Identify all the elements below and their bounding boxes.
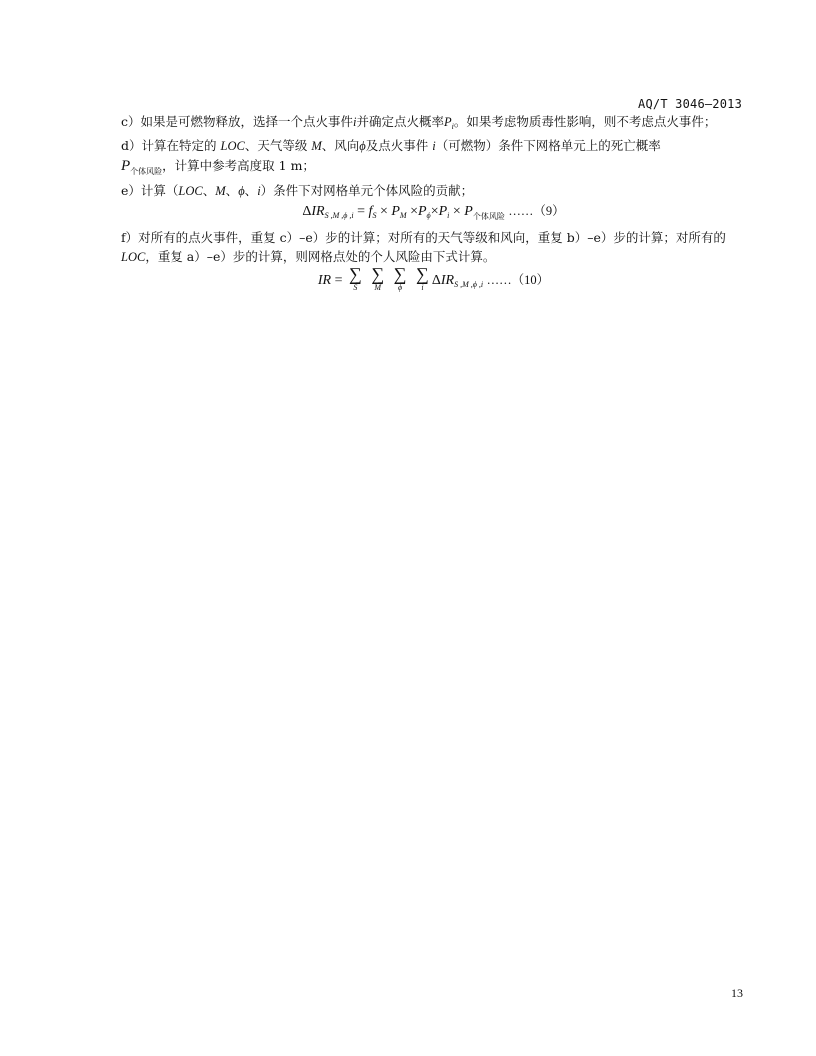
step-c-text1: c）如果是可燃物释放，选择一个点火事件 xyxy=(121,114,354,129)
step-d xyxy=(121,136,746,181)
eq10-sum-phi xyxy=(393,264,407,294)
step-e-text1: e）计算（ xyxy=(121,183,179,198)
sum-limit-s: S xyxy=(353,283,358,292)
eq9-p2: P xyxy=(417,204,427,219)
step-e-i: i xyxy=(257,184,261,198)
sum-sign-s: ∑ xyxy=(348,264,362,284)
step-d-phi: ϕ xyxy=(359,139,366,153)
eq10-ir: IR xyxy=(317,273,332,289)
sum-limit-m: M xyxy=(374,283,382,292)
step-d-m: M xyxy=(311,139,322,153)
eq9-delta: Δ xyxy=(302,204,312,219)
eq9-p3-sub: i xyxy=(447,211,450,220)
equation-10 xyxy=(121,264,746,294)
eq9-p4-sub: 个体风险 xyxy=(472,212,505,221)
eq9-p3: P xyxy=(438,204,448,219)
step-f-text1: f）对所有的点火事件，重复 c）–e）步的计算；对所有的天气等级和风向，重复 b）–e）步的计算；对所有的 xyxy=(121,230,726,245)
step-c-var-i: i xyxy=(353,115,357,129)
eq10-delta: Δ xyxy=(431,273,441,289)
step-e-phi: ϕ xyxy=(238,184,245,198)
step-e-loc: LOC xyxy=(178,184,203,198)
step-c xyxy=(121,112,746,136)
sum-sign-i: ∑ xyxy=(416,264,429,284)
step-d-P: P xyxy=(121,158,131,174)
step-e xyxy=(121,181,746,201)
step-c-sub-i: i xyxy=(451,122,454,131)
eq9-p2-sub: ϕ xyxy=(426,211,431,220)
sum-sign-m: ∑ xyxy=(371,264,385,284)
step-d-text5: （可燃物）条件下网格单元上的死亡概率 xyxy=(435,138,661,153)
step-d-text3: 、风向 xyxy=(321,138,360,153)
eq9-f-sub: S xyxy=(372,211,377,220)
step-e-m: M xyxy=(215,184,226,198)
eq10-sum-i xyxy=(416,264,429,294)
step-d-P-sub: 个体风险 xyxy=(130,167,163,176)
page-number: 13 xyxy=(731,986,743,1000)
eq10-sum-s xyxy=(348,264,362,294)
step-e-sep1: 、 xyxy=(202,183,216,198)
eq9-times1: × xyxy=(376,204,392,219)
step-d-i: i xyxy=(432,139,436,153)
eq9-number: ……（9） xyxy=(508,204,565,218)
eq9-times3: × xyxy=(430,204,439,219)
standard-code: AQ/T 3046—2013 xyxy=(638,97,742,111)
eq9-f: f xyxy=(368,204,373,219)
step-d-text6: ，计算中参考高度取 1 m； xyxy=(162,158,315,173)
step-d-text1: d）计算在特定的 xyxy=(121,138,217,153)
step-e-sep3: 、 xyxy=(244,183,258,198)
step-c-text2: 并确定点火概率 xyxy=(356,114,445,129)
eq9-ir-sub: S ,M ,ϕ ,i xyxy=(324,211,354,220)
eq9-equals: = xyxy=(353,204,369,219)
step-c-text3: 。如果考虑物质毒性影响，则不考虑点火事件； xyxy=(453,114,717,129)
page-body xyxy=(121,112,746,296)
step-d-text2: 、天气等级 xyxy=(244,138,308,153)
eq10-number: ……（10） xyxy=(486,273,550,288)
eq9-times4: × xyxy=(449,204,465,219)
sum-sign-phi: ∑ xyxy=(393,264,407,284)
step-f-loc: LOC xyxy=(121,250,146,264)
step-c-var-P: P xyxy=(444,115,452,129)
sum-limit-i: i xyxy=(421,283,424,292)
eq9-p1-sub: M xyxy=(399,211,407,220)
step-d-text4: 及点火事件 xyxy=(365,138,429,153)
eq10-ir2-sub: S ,M ,ϕ ,i xyxy=(454,280,484,290)
eq9-times2: × xyxy=(406,204,418,219)
step-e-text2: ）条件下对网格单元个体风险的贡献； xyxy=(260,183,474,198)
sum-limit-phi: ϕ xyxy=(398,283,403,292)
step-f-text2: ，重复 a）–e）步的计算，则网格点处的个人风险由下式计算。 xyxy=(145,249,496,264)
eq10-equals: = xyxy=(331,273,346,289)
eq10-sum-m xyxy=(371,264,385,294)
step-d-loc: LOC xyxy=(220,139,245,153)
step-e-sep2: 、 xyxy=(225,183,239,198)
eq9-p4: P xyxy=(464,204,473,219)
step-f xyxy=(121,228,746,267)
eq9-p1: P xyxy=(391,204,400,219)
equation-9 xyxy=(121,202,746,226)
eq9-ir: IR xyxy=(311,204,325,219)
eq10-ir2: IR xyxy=(440,273,455,289)
